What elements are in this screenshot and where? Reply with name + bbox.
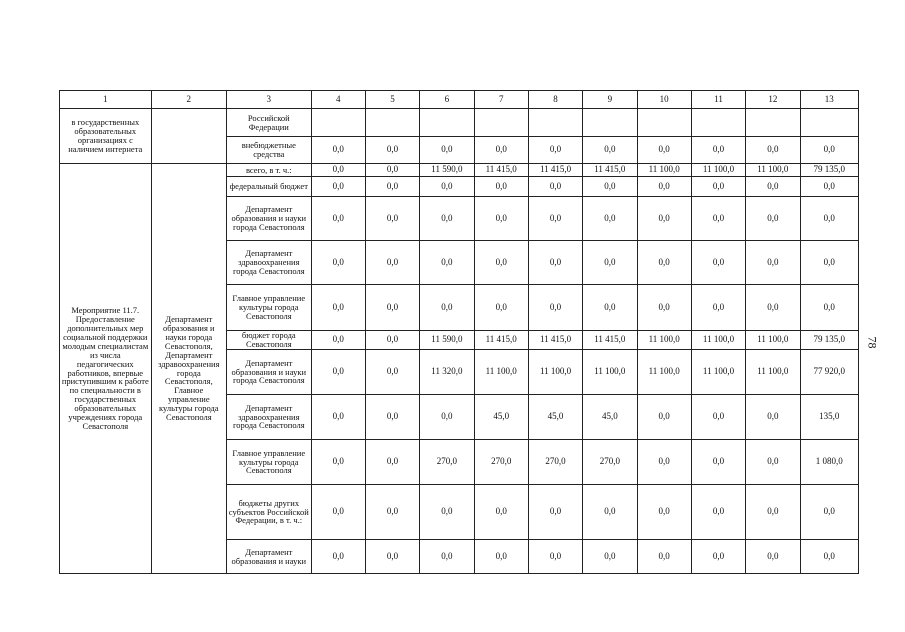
amount-cell: 0,0 bbox=[311, 395, 365, 440]
carryover-executor bbox=[151, 109, 226, 164]
amount-cell: 0,0 bbox=[583, 197, 637, 241]
amount-cell: 0,0 bbox=[474, 177, 528, 197]
amount-cell: 0,0 bbox=[474, 485, 528, 540]
amount-cell: 270,0 bbox=[528, 440, 582, 485]
funding-source: Департамент образования и науки города Севастополя bbox=[227, 197, 312, 241]
amount-cell: 0,0 bbox=[746, 395, 800, 440]
amount-cell: 0,0 bbox=[528, 197, 582, 241]
funding-source: Главное управление культуры города Севастополя bbox=[227, 285, 312, 331]
amount-cell: 79 135,0 bbox=[800, 331, 859, 350]
amount-cell: 0,0 bbox=[528, 285, 582, 331]
amount-cell: 11 100,0 bbox=[637, 350, 691, 395]
column-header: 7 bbox=[474, 91, 528, 109]
amount-cell: 11 100,0 bbox=[637, 164, 691, 177]
amount-cell: 0,0 bbox=[365, 137, 419, 164]
amount-cell: 0,0 bbox=[365, 164, 419, 177]
amount-cell: 0,0 bbox=[365, 197, 419, 241]
column-header: 4 bbox=[311, 91, 365, 109]
column-header-row bbox=[60, 91, 859, 109]
amount-cell: 0,0 bbox=[691, 285, 745, 331]
amount-cell: 0,0 bbox=[528, 177, 582, 197]
amount-cell: 0,0 bbox=[528, 241, 582, 285]
amount-cell: 0,0 bbox=[800, 177, 859, 197]
amount-cell: 0,0 bbox=[311, 137, 365, 164]
amount-cell: 0,0 bbox=[474, 137, 528, 164]
amount-cell bbox=[800, 109, 859, 137]
amount-cell: 0,0 bbox=[583, 540, 637, 574]
amount-cell: 0,0 bbox=[365, 285, 419, 331]
amount-cell bbox=[311, 109, 365, 137]
column-header: 9 bbox=[583, 91, 637, 109]
measure-title: Мероприятие 11.7. Предоставление дополнительных мер социальной поддержки молодым специалистам из числа педагогических работников, впервые приступившим к работе по специальности в государственных образовательных учреждениях города Севастополя bbox=[60, 164, 152, 574]
amount-cell: 0,0 bbox=[800, 241, 859, 285]
amount-cell: 0,0 bbox=[420, 197, 474, 241]
column-header: 6 bbox=[420, 91, 474, 109]
amount-cell: 0,0 bbox=[746, 540, 800, 574]
amount-cell: 45,0 bbox=[528, 395, 582, 440]
column-header: 10 bbox=[637, 91, 691, 109]
carryover-description: в государственных образовательных организациях с наличием интернета bbox=[60, 109, 152, 164]
amount-cell: 0,0 bbox=[800, 540, 859, 574]
amount-cell: 11 415,0 bbox=[474, 164, 528, 177]
amount-cell: 0,0 bbox=[746, 197, 800, 241]
amount-cell: 0,0 bbox=[365, 440, 419, 485]
amount-cell: 0,0 bbox=[746, 285, 800, 331]
amount-cell: 0,0 bbox=[474, 197, 528, 241]
amount-cell: 0,0 bbox=[311, 331, 365, 350]
column-header: 2 bbox=[151, 91, 226, 109]
amount-cell: 0,0 bbox=[420, 177, 474, 197]
amount-cell: 0,0 bbox=[637, 137, 691, 164]
amount-cell: 0,0 bbox=[637, 395, 691, 440]
amount-cell: 0,0 bbox=[691, 241, 745, 285]
amount-cell: 0,0 bbox=[691, 137, 745, 164]
amount-cell: 0,0 bbox=[420, 241, 474, 285]
amount-cell bbox=[474, 109, 528, 137]
amount-cell bbox=[365, 109, 419, 137]
page-number: 78 bbox=[865, 336, 880, 349]
amount-cell: 0,0 bbox=[311, 197, 365, 241]
amount-cell: 11 100,0 bbox=[474, 350, 528, 395]
amount-cell: 0,0 bbox=[637, 485, 691, 540]
amount-cell: 0,0 bbox=[583, 177, 637, 197]
amount-cell: 0,0 bbox=[746, 177, 800, 197]
funding-source: Департамент образования и науки города Севастополя bbox=[227, 350, 312, 395]
funding-source: внебюджетные средства bbox=[227, 137, 312, 164]
amount-cell: 0,0 bbox=[800, 285, 859, 331]
amount-cell: 0,0 bbox=[311, 177, 365, 197]
amount-cell: 0,0 bbox=[691, 485, 745, 540]
amount-cell: 11 100,0 bbox=[746, 350, 800, 395]
funding-source: федеральный бюджет bbox=[227, 177, 312, 197]
amount-cell: 11 100,0 bbox=[637, 331, 691, 350]
amount-cell: 0,0 bbox=[528, 485, 582, 540]
table-row bbox=[60, 109, 859, 137]
amount-cell: 0,0 bbox=[583, 241, 637, 285]
amount-cell bbox=[528, 109, 582, 137]
funding-source: бюджеты других субъектов Российской Федерации, в т. ч.: bbox=[227, 485, 312, 540]
amount-cell: 0,0 bbox=[311, 350, 365, 395]
amount-cell: 45,0 bbox=[474, 395, 528, 440]
amount-cell: 0,0 bbox=[311, 241, 365, 285]
amount-cell: 1 080,0 bbox=[800, 440, 859, 485]
amount-cell: 11 100,0 bbox=[583, 350, 637, 395]
amount-cell: 0,0 bbox=[311, 440, 365, 485]
column-header: 11 bbox=[691, 91, 745, 109]
amount-cell: 0,0 bbox=[365, 540, 419, 574]
amount-cell: 77 920,0 bbox=[800, 350, 859, 395]
amount-cell: 0,0 bbox=[311, 485, 365, 540]
amount-cell: 135,0 bbox=[800, 395, 859, 440]
amount-cell: 0,0 bbox=[474, 241, 528, 285]
amount-cell: 0,0 bbox=[474, 285, 528, 331]
amount-cell: 0,0 bbox=[365, 395, 419, 440]
measure-executor: Департамент образования и науки города Севастополя, Департамент здравоохранения города Севастополя, Главное управление культуры города Севастополя bbox=[151, 164, 226, 574]
amount-cell: 0,0 bbox=[311, 164, 365, 177]
amount-cell: 0,0 bbox=[637, 177, 691, 197]
amount-cell: 0,0 bbox=[420, 137, 474, 164]
amount-cell: 11 415,0 bbox=[528, 164, 582, 177]
amount-cell: 0,0 bbox=[746, 440, 800, 485]
amount-cell: 45,0 bbox=[583, 395, 637, 440]
amount-cell: 79 135,0 bbox=[800, 164, 859, 177]
amount-cell: 0,0 bbox=[637, 440, 691, 485]
funding-source: Департамент образования и науки bbox=[227, 540, 312, 574]
amount-cell: 0,0 bbox=[420, 395, 474, 440]
amount-cell: 11 590,0 bbox=[420, 331, 474, 350]
amount-cell: 0,0 bbox=[365, 241, 419, 285]
amount-cell: 0,0 bbox=[637, 285, 691, 331]
amount-cell: 11 100,0 bbox=[691, 164, 745, 177]
amount-cell: 0,0 bbox=[528, 540, 582, 574]
amount-cell: 0,0 bbox=[691, 177, 745, 197]
amount-cell: 0,0 bbox=[311, 540, 365, 574]
amount-cell: 0,0 bbox=[691, 395, 745, 440]
amount-cell: 0,0 bbox=[365, 177, 419, 197]
amount-cell: 0,0 bbox=[637, 197, 691, 241]
amount-cell: 11 100,0 bbox=[691, 331, 745, 350]
amount-cell: 0,0 bbox=[420, 285, 474, 331]
amount-cell: 0,0 bbox=[637, 540, 691, 574]
amount-cell bbox=[637, 109, 691, 137]
amount-cell: 11 100,0 bbox=[746, 164, 800, 177]
amount-cell: 0,0 bbox=[365, 485, 419, 540]
amount-cell: 11 415,0 bbox=[474, 331, 528, 350]
amount-cell: 0,0 bbox=[746, 137, 800, 164]
amount-cell: 0,0 bbox=[800, 485, 859, 540]
funding-source: Главное управление культуры города Севастополя bbox=[227, 440, 312, 485]
amount-cell: 0,0 bbox=[691, 440, 745, 485]
amount-cell: 11 415,0 bbox=[528, 331, 582, 350]
funding-source: бюджет города Севастополя bbox=[227, 331, 312, 350]
budget-table bbox=[59, 90, 859, 574]
amount-cell bbox=[583, 109, 637, 137]
column-header: 8 bbox=[528, 91, 582, 109]
amount-cell: 11 415,0 bbox=[583, 164, 637, 177]
amount-cell: 11 100,0 bbox=[746, 331, 800, 350]
amount-cell: 0,0 bbox=[474, 540, 528, 574]
amount-cell: 0,0 bbox=[420, 540, 474, 574]
amount-cell: 270,0 bbox=[583, 440, 637, 485]
amount-cell: 0,0 bbox=[691, 540, 745, 574]
amount-cell: 0,0 bbox=[311, 285, 365, 331]
column-header: 12 bbox=[746, 91, 800, 109]
column-header: 5 bbox=[365, 91, 419, 109]
funding-source: Департамент здравоохранения города Севастополя bbox=[227, 395, 312, 440]
amount-cell: 0,0 bbox=[583, 285, 637, 331]
amount-cell: 0,0 bbox=[746, 241, 800, 285]
amount-cell: 0,0 bbox=[637, 241, 691, 285]
funding-source: Российской Федерации bbox=[227, 109, 312, 137]
column-header: 3 bbox=[227, 91, 312, 109]
amount-cell: 11 100,0 bbox=[528, 350, 582, 395]
funding-source: всего, в т. ч.: bbox=[227, 164, 312, 177]
amount-cell: 0,0 bbox=[691, 197, 745, 241]
funding-source: Департамент здравоохранения города Севастополя bbox=[227, 241, 312, 285]
amount-cell: 0,0 bbox=[365, 350, 419, 395]
amount-cell: 0,0 bbox=[583, 137, 637, 164]
amount-cell: 11 100,0 bbox=[691, 350, 745, 395]
amount-cell: 11 320,0 bbox=[420, 350, 474, 395]
amount-cell: 0,0 bbox=[800, 197, 859, 241]
amount-cell bbox=[420, 109, 474, 137]
amount-cell: 0,0 bbox=[800, 137, 859, 164]
amount-cell: 0,0 bbox=[528, 137, 582, 164]
amount-cell: 270,0 bbox=[420, 440, 474, 485]
amount-cell: 0,0 bbox=[420, 485, 474, 540]
table-row bbox=[60, 164, 859, 177]
amount-cell: 11 415,0 bbox=[583, 331, 637, 350]
amount-cell bbox=[691, 109, 745, 137]
amount-cell bbox=[746, 109, 800, 137]
column-header: 1 bbox=[60, 91, 152, 109]
amount-cell: 11 590,0 bbox=[420, 164, 474, 177]
amount-cell: 0,0 bbox=[365, 331, 419, 350]
column-header: 13 bbox=[800, 91, 859, 109]
amount-cell: 270,0 bbox=[474, 440, 528, 485]
amount-cell: 0,0 bbox=[746, 485, 800, 540]
amount-cell: 0,0 bbox=[583, 485, 637, 540]
